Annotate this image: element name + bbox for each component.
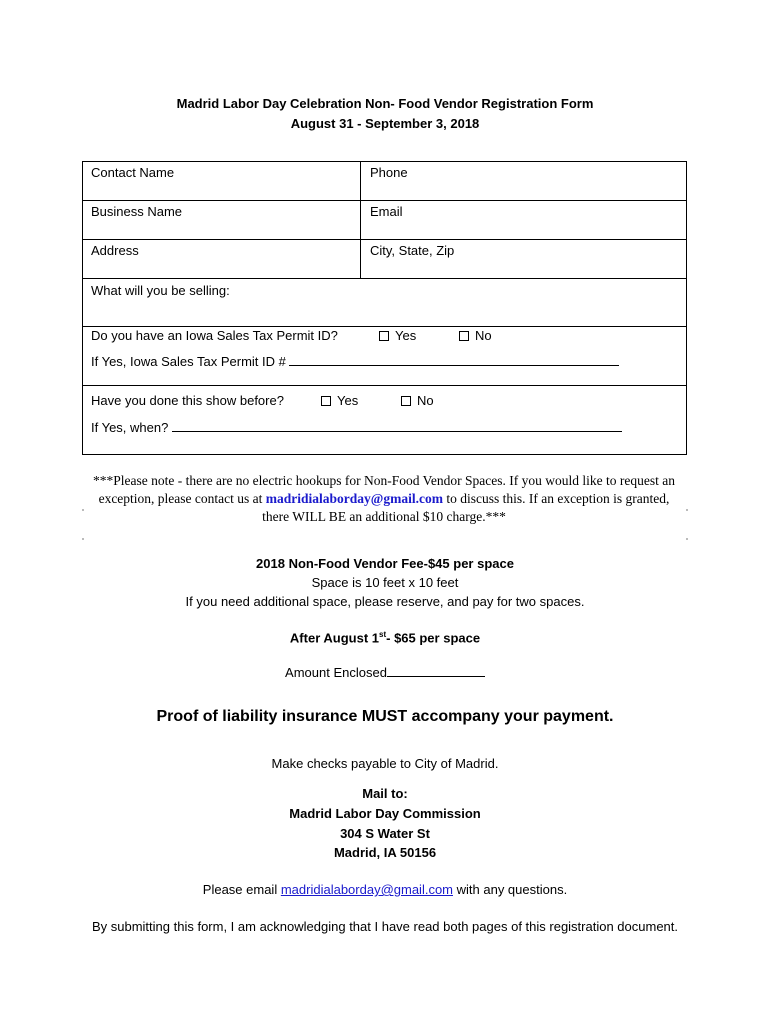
when-label: If Yes, when? <box>91 420 169 435</box>
scan-mark <box>686 538 688 540</box>
column-divider <box>360 201 361 239</box>
show-no-label: No <box>417 393 434 408</box>
address-label[interactable]: Address <box>91 243 139 258</box>
contact-name-label[interactable]: Contact Name <box>91 165 175 180</box>
note-text-end: to discuss this. If an exception is granted, there WILL BE an additional $10 charge.*** <box>262 491 670 524</box>
show-before-question: Have you done this show before? <box>91 393 284 408</box>
amount-enclosed-line <box>0 665 770 680</box>
tax-no-label: No <box>475 328 492 343</box>
scan-mark <box>686 509 688 511</box>
show-yes-label: Yes <box>337 393 359 408</box>
electric-hookup-note <box>84 472 684 526</box>
column-divider <box>360 162 361 200</box>
tax-permit-question: Do you have an Iowa Sales Tax Permit ID? <box>91 328 338 343</box>
column-divider <box>360 240 361 278</box>
when-line <box>91 420 622 435</box>
additional-space: If you need additional space, please reserve, and pay for two spaces. <box>185 594 585 609</box>
tax-yes-option[interactable] <box>379 328 416 343</box>
phone-label[interactable]: Phone <box>370 165 408 180</box>
contact-suffix: with any questions. <box>456 882 568 897</box>
late-fee-prefix: After August 1 <box>289 630 379 646</box>
tax-no-option[interactable] <box>459 328 492 343</box>
mail-to-label: Mail to: <box>362 786 408 801</box>
business-name-label[interactable]: Business Name <box>91 204 183 219</box>
payable-line: Make checks payable to City of Madrid. <box>271 756 499 771</box>
address-row <box>83 240 686 279</box>
tax-permit-id-field[interactable] <box>289 354 619 366</box>
show-yes-checkbox[interactable] <box>321 396 331 406</box>
show-before-row <box>83 386 686 454</box>
selling-row <box>83 279 686 327</box>
mail-city: Madrid, IA 50156 <box>333 845 437 860</box>
contact-row <box>83 162 686 201</box>
tax-permit-row <box>83 327 686 386</box>
scan-mark <box>82 509 84 511</box>
show-yes-option[interactable] <box>321 393 358 408</box>
contact-line <box>0 882 770 897</box>
acknowledgement: By submitting this form, I am acknowledging that I have read both pages of this registration document. <box>91 919 679 934</box>
amount-enclosed-label: Amount Enclosed <box>285 665 387 680</box>
show-no-option[interactable] <box>401 393 434 408</box>
amount-enclosed-field[interactable] <box>387 665 485 677</box>
late-fee-sup: st <box>379 630 387 639</box>
contact-email-link[interactable]: madridialaborday@gmail.com <box>280 882 453 897</box>
mail-street: 304 S Water St <box>340 826 430 841</box>
note-email[interactable]: madridialaborday@gmail.com <box>265 491 443 506</box>
mail-name: Madrid Labor Day Commission <box>289 806 481 821</box>
email-label[interactable]: Email <box>370 204 403 219</box>
show-no-checkbox[interactable] <box>401 396 411 406</box>
tax-no-checkbox[interactable] <box>459 331 469 341</box>
business-row <box>83 201 686 240</box>
registration-table <box>82 161 687 455</box>
city-state-zip-label[interactable]: City, State, Zip <box>370 243 455 258</box>
when-field[interactable] <box>172 420 622 432</box>
contact-prefix: Please email <box>202 882 278 897</box>
space-size: Space is 10 feet x 10 feet <box>311 575 459 590</box>
event-dates: August 31 - September 3, 2018 <box>290 116 480 131</box>
insurance-notice: Proof of liability insurance MUST accompany your payment. <box>156 708 614 725</box>
tax-permit-id-line <box>91 354 619 369</box>
tax-permit-id-label: If Yes, Iowa Sales Tax Permit ID # <box>91 354 286 369</box>
late-fee <box>0 630 770 645</box>
late-fee-suffix: - $65 per space <box>386 630 481 646</box>
vendor-fee: 2018 Non-Food Vendor Fee-$45 per space <box>256 556 514 571</box>
tax-yes-checkbox[interactable] <box>379 331 389 341</box>
form-title: Madrid Labor Day Celebration Non- Food Vendor Registration Form <box>176 96 594 111</box>
note-text-start: ***Please note - there are no electric hookups for Non-Food Vendor Spaces. If you would like to request an exception, please contact us at <box>93 473 675 506</box>
scan-mark <box>82 538 84 540</box>
tax-yes-label: Yes <box>395 328 417 343</box>
selling-label[interactable]: What will you be selling: <box>91 283 230 298</box>
